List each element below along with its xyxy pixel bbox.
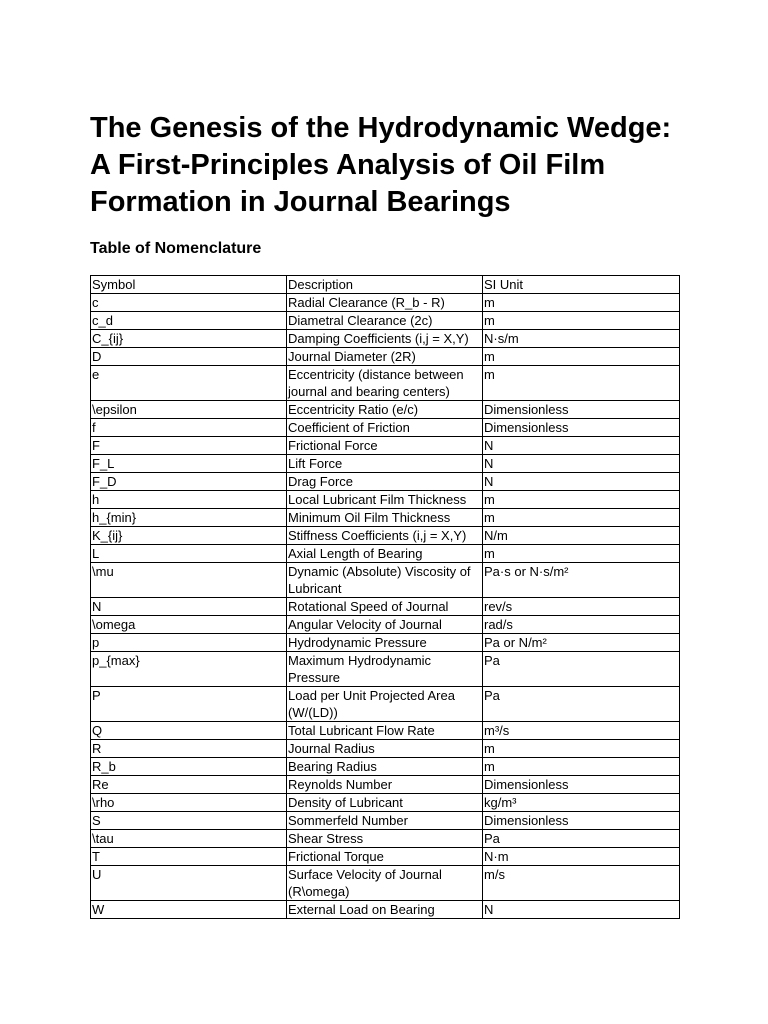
cell-description: Stiffness Coefficients (i,j = X,Y) (287, 527, 483, 545)
cell-si-unit: Pa (483, 687, 680, 722)
cell-symbol: p (91, 634, 287, 652)
table-row (91, 366, 680, 401)
cell-description: Damping Coefficients (i,j = X,Y) (287, 330, 483, 348)
table-header-row (91, 276, 680, 294)
cell-si-unit: N (483, 437, 680, 455)
cell-description: Rotational Speed of Journal (287, 598, 483, 616)
cell-si-unit: rev/s (483, 598, 680, 616)
cell-si-unit: Dimensionless (483, 776, 680, 794)
cell-si-unit: N·s/m (483, 330, 680, 348)
cell-symbol: h (91, 491, 287, 509)
cell-si-unit: m (483, 312, 680, 330)
table-row (91, 758, 680, 776)
cell-description: Axial Length of Bearing (287, 545, 483, 563)
header-description: Description (287, 276, 483, 294)
cell-symbol: c_d (91, 312, 287, 330)
cell-description: Shear Stress (287, 830, 483, 848)
table-row (91, 348, 680, 366)
cell-si-unit: Pa or N/m² (483, 634, 680, 652)
table-row (91, 545, 680, 563)
table-row (91, 527, 680, 545)
cell-symbol: \epsilon (91, 401, 287, 419)
cell-symbol: R_b (91, 758, 287, 776)
cell-si-unit: m (483, 366, 680, 401)
cell-si-unit: m³/s (483, 722, 680, 740)
cell-si-unit: Pa·s or N·s/m² (483, 563, 680, 598)
header-si-unit: SI Unit (483, 276, 680, 294)
nomenclature-table-body (91, 276, 680, 919)
table-row (91, 812, 680, 830)
cell-si-unit: m (483, 758, 680, 776)
cell-description: Dynamic (Absolute) Viscosity of Lubricant (287, 563, 483, 598)
cell-si-unit: rad/s (483, 616, 680, 634)
table-row (91, 437, 680, 455)
cell-description: Journal Diameter (2R) (287, 348, 483, 366)
cell-description: Drag Force (287, 473, 483, 491)
table-row (91, 455, 680, 473)
cell-si-unit: m (483, 491, 680, 509)
cell-description: Total Lubricant Flow Rate (287, 722, 483, 740)
cell-si-unit: Dimensionless (483, 419, 680, 437)
table-row (91, 866, 680, 901)
header-symbol: Symbol (91, 276, 287, 294)
table-row (91, 419, 680, 437)
cell-symbol: F_D (91, 473, 287, 491)
cell-symbol: f (91, 419, 287, 437)
nomenclature-table (90, 275, 680, 919)
cell-description: Sommerfeld Number (287, 812, 483, 830)
cell-symbol: L (91, 545, 287, 563)
table-row (91, 722, 680, 740)
cell-si-unit: m (483, 294, 680, 312)
cell-description: Minimum Oil Film Thickness (287, 509, 483, 527)
cell-description: Frictional Force (287, 437, 483, 455)
cell-symbol: S (91, 812, 287, 830)
cell-symbol: Re (91, 776, 287, 794)
table-row (91, 901, 680, 919)
cell-si-unit: Dimensionless (483, 401, 680, 419)
cell-description: Surface Velocity of Journal (R\omega) (287, 866, 483, 901)
table-row (91, 509, 680, 527)
section-heading: Table of Nomenclature (90, 240, 262, 257)
cell-description: Bearing Radius (287, 758, 483, 776)
table-row (91, 740, 680, 758)
cell-description: Lift Force (287, 455, 483, 473)
cell-si-unit: m (483, 740, 680, 758)
cell-description: Angular Velocity of Journal (287, 616, 483, 634)
cell-symbol: T (91, 848, 287, 866)
cell-symbol: \omega (91, 616, 287, 634)
cell-symbol: F_L (91, 455, 287, 473)
cell-si-unit: N (483, 473, 680, 491)
cell-si-unit: m (483, 545, 680, 563)
table-row (91, 634, 680, 652)
cell-si-unit: Pa (483, 652, 680, 687)
cell-description: Coefficient of Friction (287, 419, 483, 437)
table-row (91, 830, 680, 848)
cell-symbol: C_{ij} (91, 330, 287, 348)
cell-symbol: W (91, 901, 287, 919)
cell-si-unit: Dimensionless (483, 812, 680, 830)
table-row (91, 330, 680, 348)
cell-symbol: N (91, 598, 287, 616)
cell-symbol: K_{ij} (91, 527, 287, 545)
document-title: The Genesis of the Hydrodynamic Wedge: A First-Principles Analysis of Oil Film Formation in Journal Bearings (90, 112, 672, 218)
table-row (91, 473, 680, 491)
table-row (91, 401, 680, 419)
cell-symbol: c (91, 294, 287, 312)
table-row (91, 776, 680, 794)
table-row (91, 794, 680, 812)
table-row (91, 848, 680, 866)
table-row (91, 687, 680, 722)
table-row (91, 491, 680, 509)
cell-si-unit: N/m (483, 527, 680, 545)
cell-si-unit: m (483, 348, 680, 366)
cell-si-unit: kg/m³ (483, 794, 680, 812)
cell-symbol: D (91, 348, 287, 366)
cell-description: Radial Clearance (R_b - R) (287, 294, 483, 312)
cell-si-unit: Pa (483, 830, 680, 848)
table-row (91, 652, 680, 687)
cell-description: Load per Unit Projected Area (W/(LD)) (287, 687, 483, 722)
table-row (91, 312, 680, 330)
cell-symbol: \rho (91, 794, 287, 812)
cell-description: Reynolds Number (287, 776, 483, 794)
cell-si-unit: N (483, 901, 680, 919)
cell-si-unit: N·m (483, 848, 680, 866)
cell-description: Journal Radius (287, 740, 483, 758)
table-row (91, 563, 680, 598)
cell-description: External Load on Bearing (287, 901, 483, 919)
document-page (90, 110, 680, 919)
cell-si-unit: N (483, 455, 680, 473)
cell-description: Density of Lubricant (287, 794, 483, 812)
table-row (91, 598, 680, 616)
cell-description: Eccentricity Ratio (e/c) (287, 401, 483, 419)
cell-symbol: p_{max} (91, 652, 287, 687)
cell-description: Eccentricity (distance between journal and bearing centers) (287, 366, 483, 401)
cell-symbol: Q (91, 722, 287, 740)
cell-description: Maximum Hydrodynamic Pressure (287, 652, 483, 687)
cell-symbol: F (91, 437, 287, 455)
cell-symbol: \mu (91, 563, 287, 598)
cell-symbol: R (91, 740, 287, 758)
cell-symbol: U (91, 866, 287, 901)
cell-description: Frictional Torque (287, 848, 483, 866)
cell-symbol: P (91, 687, 287, 722)
table-row (91, 294, 680, 312)
cell-description: Diametral Clearance (2c) (287, 312, 483, 330)
cell-si-unit: m (483, 509, 680, 527)
cell-symbol: h_{min} (91, 509, 287, 527)
cell-description: Hydrodynamic Pressure (287, 634, 483, 652)
cell-symbol: \tau (91, 830, 287, 848)
cell-description: Local Lubricant Film Thickness (287, 491, 483, 509)
cell-symbol: e (91, 366, 287, 401)
table-row (91, 616, 680, 634)
cell-si-unit: m/s (483, 866, 680, 901)
